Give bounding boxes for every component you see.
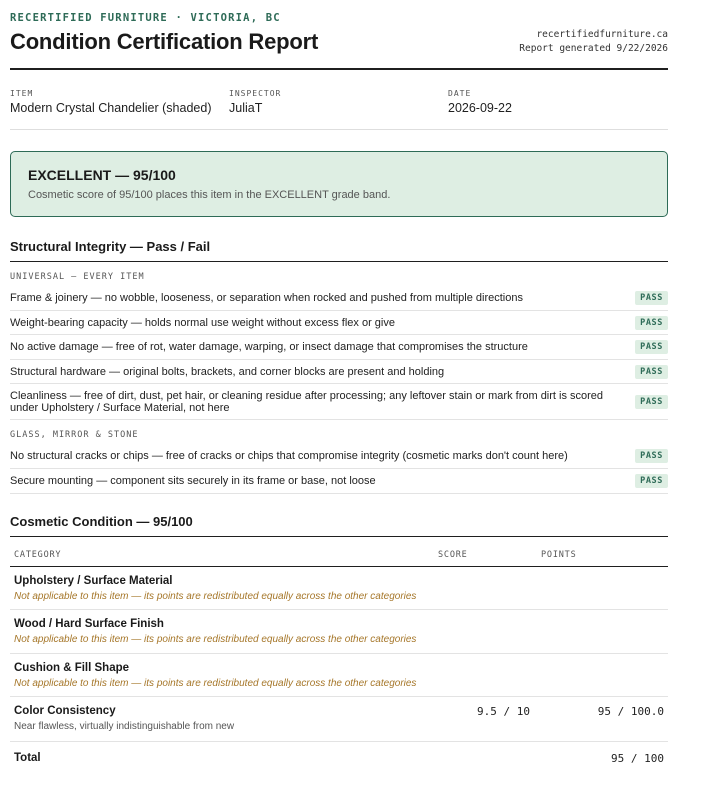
check-text: Frame & joinery — no wobble, looseness, or separation when rocked and pushed from multiple directions bbox=[10, 292, 523, 304]
pass-badge: PASS bbox=[635, 365, 668, 379]
pass-badge: PASS bbox=[635, 316, 668, 330]
brand-line: RECERTIFIED FURNITURE · VICTORIA, BC bbox=[10, 12, 281, 24]
na-note: Not applicable to this item — its points are redistributed equally across the other categories bbox=[14, 678, 417, 689]
check-text: No active damage — free of rot, water damage, warping, or insect damage that compromises the structure bbox=[10, 341, 528, 353]
check-row bbox=[10, 286, 668, 311]
pass-badge: PASS bbox=[635, 449, 668, 463]
pass-badge: PASS bbox=[635, 291, 668, 305]
meta-inspector bbox=[229, 70, 448, 129]
col-category: CATEGORY bbox=[14, 550, 62, 560]
meta-date-value: 2026-09-22 bbox=[448, 101, 512, 115]
report-header bbox=[10, 10, 668, 70]
meta-inspector-value: JuliaT bbox=[229, 101, 263, 115]
table-row bbox=[10, 654, 668, 697]
meta-row bbox=[10, 70, 668, 130]
cosmetic-title: Cosmetic Condition — 95/100 bbox=[10, 514, 668, 537]
check-text: Weight-bearing capacity — holds normal use weight without excess flex or give bbox=[10, 316, 395, 329]
check-row bbox=[10, 384, 668, 420]
check-row bbox=[10, 311, 668, 335]
category-name: Upholstery / Surface Material bbox=[14, 575, 173, 587]
page-title: Condition Certification Report bbox=[10, 29, 319, 54]
total-label: Total bbox=[14, 752, 41, 764]
check-text: No structural cracks or chips — free of cracks or chips that compromise integrity (cosmetic marks don't count here) bbox=[10, 450, 568, 462]
meta-item-value: Modern Crystal Chandelier (shaded) bbox=[10, 101, 212, 115]
pass-badge: PASS bbox=[635, 340, 668, 354]
group-label-universal: UNIVERSAL — EVERY ITEM bbox=[10, 272, 145, 282]
na-note: Not applicable to this item — its points are redistributed equally across the other categories bbox=[14, 634, 417, 645]
na-note: Not applicable to this item — its points are redistributed equally across the other categories bbox=[14, 591, 417, 602]
header-info bbox=[519, 28, 668, 56]
table-row bbox=[10, 697, 668, 742]
meta-date-label: DATE bbox=[448, 89, 472, 98]
table-row bbox=[10, 567, 668, 610]
grade-banner bbox=[10, 151, 668, 217]
check-row bbox=[10, 335, 668, 360]
total-row bbox=[10, 742, 668, 774]
category-name: Cushion & Fill Shape bbox=[14, 662, 130, 674]
table-header bbox=[10, 537, 668, 567]
col-score: SCORE bbox=[438, 550, 468, 560]
check-text: Structural hardware — original bolts, brackets, and corner blocks are present and holding bbox=[10, 365, 445, 378]
category-points: 95 / 100.0 bbox=[597, 705, 664, 718]
structural-title: Structural Integrity — Pass / Fail bbox=[10, 239, 668, 262]
meta-date bbox=[448, 70, 512, 129]
group-label-glass: GLASS, MIRROR & STONE bbox=[10, 430, 139, 440]
meta-item bbox=[10, 70, 229, 129]
table-row bbox=[10, 610, 668, 654]
grade-subtitle: Cosmetic score of 95/100 places this item in the EXCELLENT grade band. bbox=[28, 189, 391, 201]
pass-badge: PASS bbox=[635, 395, 668, 409]
col-points: POINTS bbox=[541, 550, 577, 560]
generated-date: Report generated 9/22/2026 bbox=[519, 43, 668, 54]
check-row bbox=[10, 360, 668, 384]
structural-section bbox=[10, 239, 668, 494]
check-text: Secure mounting — component sits securely in its frame or base, not loose bbox=[10, 475, 376, 487]
site-link[interactable]: recertifiedfurniture.ca bbox=[536, 29, 668, 40]
check-text: Cleanliness — free of dirt, dust, pet hair, or cleaning residue after processing; any leftover stain or mark from dirt is scored under Upholstery / Surface Material, not here bbox=[10, 389, 604, 414]
check-row bbox=[10, 444, 668, 469]
category-name: Wood / Hard Surface Finish bbox=[14, 618, 164, 630]
category-description: Near flawless, virtually indistinguishable from new bbox=[14, 721, 235, 732]
total-value: 95 / 100 bbox=[611, 752, 664, 765]
category-score: 9.5 / 10 bbox=[477, 705, 530, 718]
pass-badge: PASS bbox=[635, 474, 668, 488]
meta-inspector-label: INSPECTOR bbox=[229, 89, 282, 98]
check-row bbox=[10, 469, 668, 494]
cosmetic-section bbox=[10, 514, 668, 774]
report-page bbox=[10, 0, 668, 774]
category-name: Color Consistency bbox=[14, 705, 116, 717]
grade-title: EXCELLENT — 95/100 bbox=[28, 167, 176, 183]
meta-item-label: ITEM bbox=[10, 89, 34, 98]
